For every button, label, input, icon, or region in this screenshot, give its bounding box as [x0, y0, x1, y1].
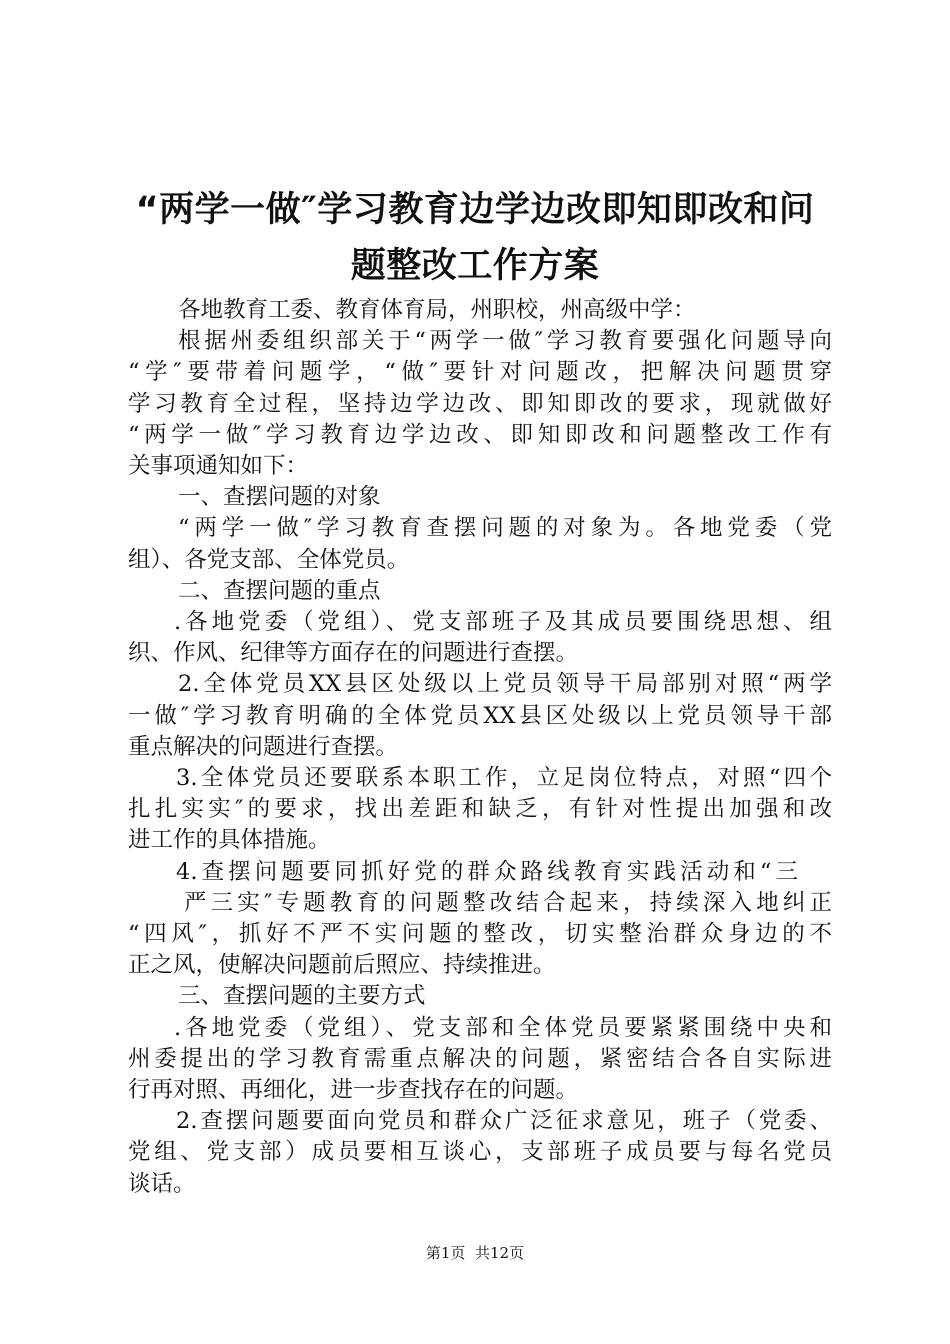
salutation: 各地教育工委、教育体育局，州职校，州高级中学： — [178, 297, 696, 323]
body-line: 州委提出的学习教育需重点解决的问题，紧密结合各自实际进 — [128, 1045, 832, 1072]
body-line: 组）、各党支部、全体党员。 — [128, 546, 410, 573]
body-line: 2.查摆问题要面向党员和群众广泛征求意见，班子（党委、 — [176, 1108, 832, 1135]
body-line: 严三实″专题教育的问题整改结合起来，持续深入地纠正 — [184, 889, 832, 916]
body-line: “两学一做″学习教育边学边改、即知即改和问题整改工作有 — [128, 421, 832, 448]
body-line: “学″要带着问题学，“做″要针对问题改，把解决问题贯穿 — [128, 359, 832, 386]
body-line: 扎扎实实″的要求，找出差距和缺乏，有针对性提出加强和改 — [128, 796, 832, 823]
body-line: 行再对照、再细化，进一步查找存在的问题。 — [128, 1077, 579, 1103]
body-line: 重点解决的问题进行查摆。 — [128, 733, 399, 760]
body-line: “两学一做″学习教育查摆问题的对象为。各地党委（党 — [178, 515, 832, 542]
body-line: 进工作的具体措施。 — [128, 827, 331, 854]
body-line: .各地党委（党组）、党支部班子及其成员要围绕思想、组 — [174, 609, 832, 635]
body-line: 根据州委组织部关于“两学一做″学习教育要强化问题导向 — [178, 328, 832, 355]
body-line: .各地党委（党组）、党支部和全体党员要紧紧围绕中央和 — [174, 1014, 832, 1041]
body-line: 正之风，使解决问题前后照应、持续推进。 — [128, 952, 556, 979]
section-heading: 三、查摆问题的主要方式 — [178, 983, 426, 1010]
body-line: 谈话。 — [128, 1170, 196, 1197]
body-line: 关事项通知如下： — [128, 453, 309, 479]
body-line: 学习教育全过程，坚持边学边改、即知即改的要求，现就做好 — [128, 390, 832, 417]
body-line: 一做″学习教育明确的全体党员XX县区处级以上党员领导干部 — [128, 702, 832, 729]
section-heading: 二、查摆问题的重点 — [178, 577, 381, 604]
body-line: 4.查摆问题要同抓好党的群众路线教育实践活动和“三 — [176, 858, 798, 885]
body-line: “四风″，抓好不严不实问题的整改，切实整治群众身边的不 — [128, 921, 832, 947]
body-line: 党组、党支部）成员要相互谈心，支部班子成员要与每名党员 — [128, 1139, 832, 1166]
body-line: 2.全体党员XX县区处级以上党员领导干局部别对照“两学 — [178, 671, 832, 698]
body-line: 3.全体党员还要联系本职工作，立足岗位特点，对照“四个 — [176, 765, 832, 791]
document-title-line-2: 题整改工作方案 — [350, 246, 600, 286]
section-heading: 一、查摆问题的对象 — [178, 484, 381, 511]
document-title-line-1: “两学一做″学习教育边学边改即知即改和问 — [135, 190, 815, 230]
body-line: 织、作风、纪律等方面存在的问题进行查摆。 — [128, 640, 579, 667]
page-footer: 第1页 共12页 — [425, 1244, 525, 1262]
